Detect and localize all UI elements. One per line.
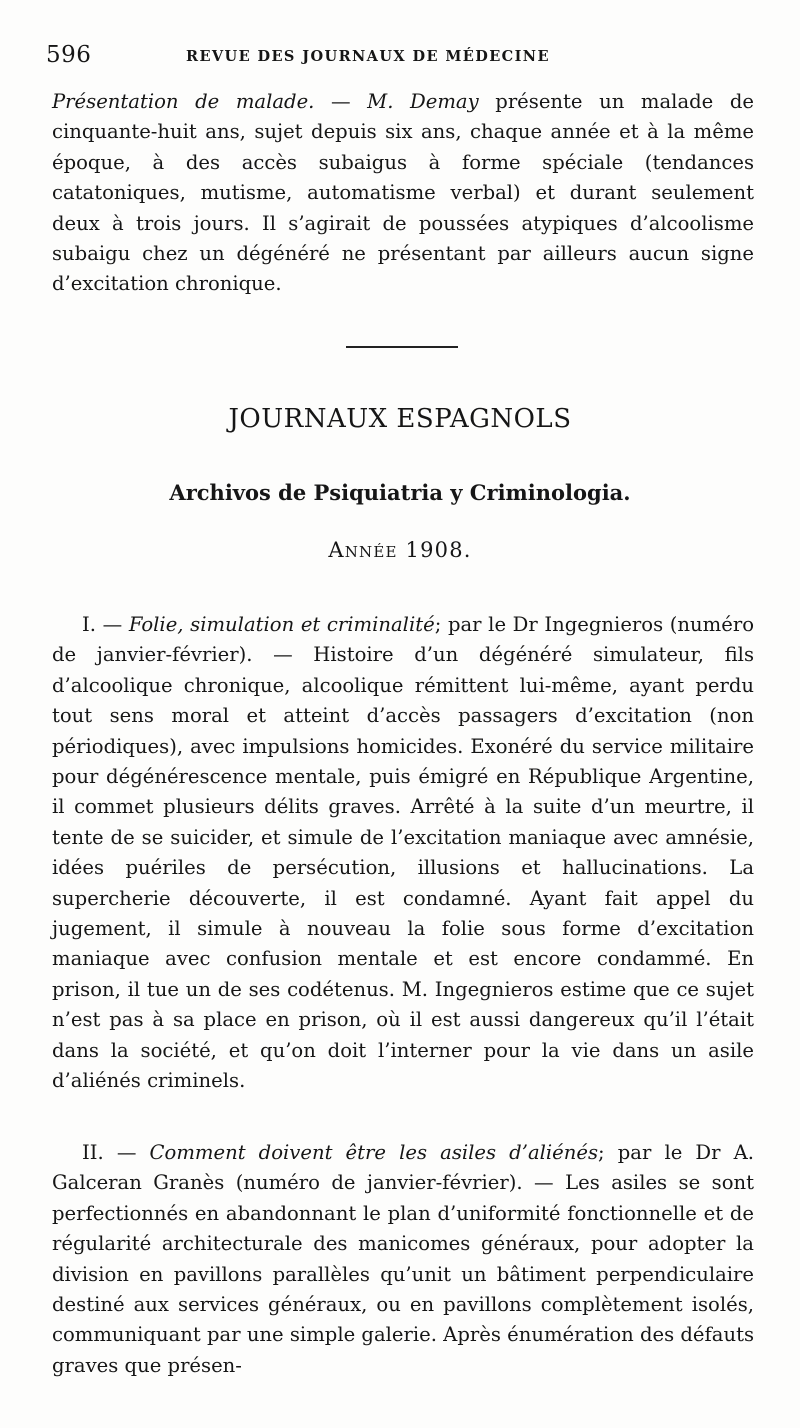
page-number: 596 <box>46 42 92 68</box>
article-2-number: II. — <box>82 1141 150 1164</box>
article-1-body: ; par le Dr Ingegnieros (numéro de janvier-février). — Histoire d’un dégénéré simulateur, fils d’alcoolique chronique, alcoolique rémittent lui-même, ayant perdu tout sens moral et atteint d’accès passagers d’excitation (non périodiques), avec impulsions homicides. Exonéré du service militaire pour dégénérescence mentale, puis émigré en République Argentine, il commet plusieurs délits graves. Arrêté à la suite d’un meurtre, il tente de se suicider, et simule de l’excitation maniaque avec amnésie, idées puériles de persécution, illusions et hallucinations. La supercherie découverte, il est condamné. Ayant fait appel du jugement, il simule à nouveau la folie sous forme d’excitation maniaque avec confusion mentale et est encore condammé. En prison, il tue un de ses codétenus. M. Ingegnieros estime que ce sujet n’est pas à sa place en prison, où il est aussi dangereux qu’il l’était dans la société, et qu’on doit l’interner pour la vie dans un asile d’aliénés criminels. <box>52 613 754 1093</box>
presentation-author: M. Demay <box>367 90 479 113</box>
section-divider <box>346 346 458 348</box>
article-1 <box>52 610 754 1097</box>
presentation-body: présente un malade de cinquante-huit ans, sujet depuis six ans, chaque année et à la même époque, à des accès subaigus à forme spéciale (tendances catatoniques, mutisme, automatisme verbal) et durant seulement deux à trois jours. Il s’agirait de poussées atypiques d’alcoolisme subaigu chez un dégénéré ne présentant par ailleurs aucun signe d’excitation chronique. <box>52 90 754 296</box>
presentation-paragraph <box>52 87 754 300</box>
article-2-body: ; par le Dr A. Galceran Granès (numéro de janvier-février). — Les asiles se sont perfectionnés en abandonnant le plan d’uniformité fonctionnelle et de régularité architecturale des manicomes généraux, pour adopter la division en pavillons parallèles qu’unit un bâtiment perpendiculaire destiné aux services généraux, ou en pavillons complètement isolés, communiquant par une simple galerie. Après énumération des défauts graves que présen- <box>52 1141 755 1377</box>
article-2-title: Comment doivent être les asiles d’aliénés <box>149 1141 599 1164</box>
page-header <box>44 42 756 76</box>
article-1-number: I. — <box>82 613 129 636</box>
section-title: JOURNAUX ESPAGNOLS <box>228 404 572 434</box>
presentation-dash: — <box>314 90 368 113</box>
journal-title: Archivos de Psiquiatria y Criminologia. <box>169 480 631 505</box>
presentation-title: Présentation de malade. <box>52 90 315 113</box>
running-head: REVUE DES JOURNAUX DE MÉDECINE <box>186 48 550 65</box>
article-2 <box>52 1138 754 1381</box>
year-heading: Année 1908. <box>328 538 472 562</box>
article-1-title: Folie, simulation et criminalité <box>128 613 435 636</box>
